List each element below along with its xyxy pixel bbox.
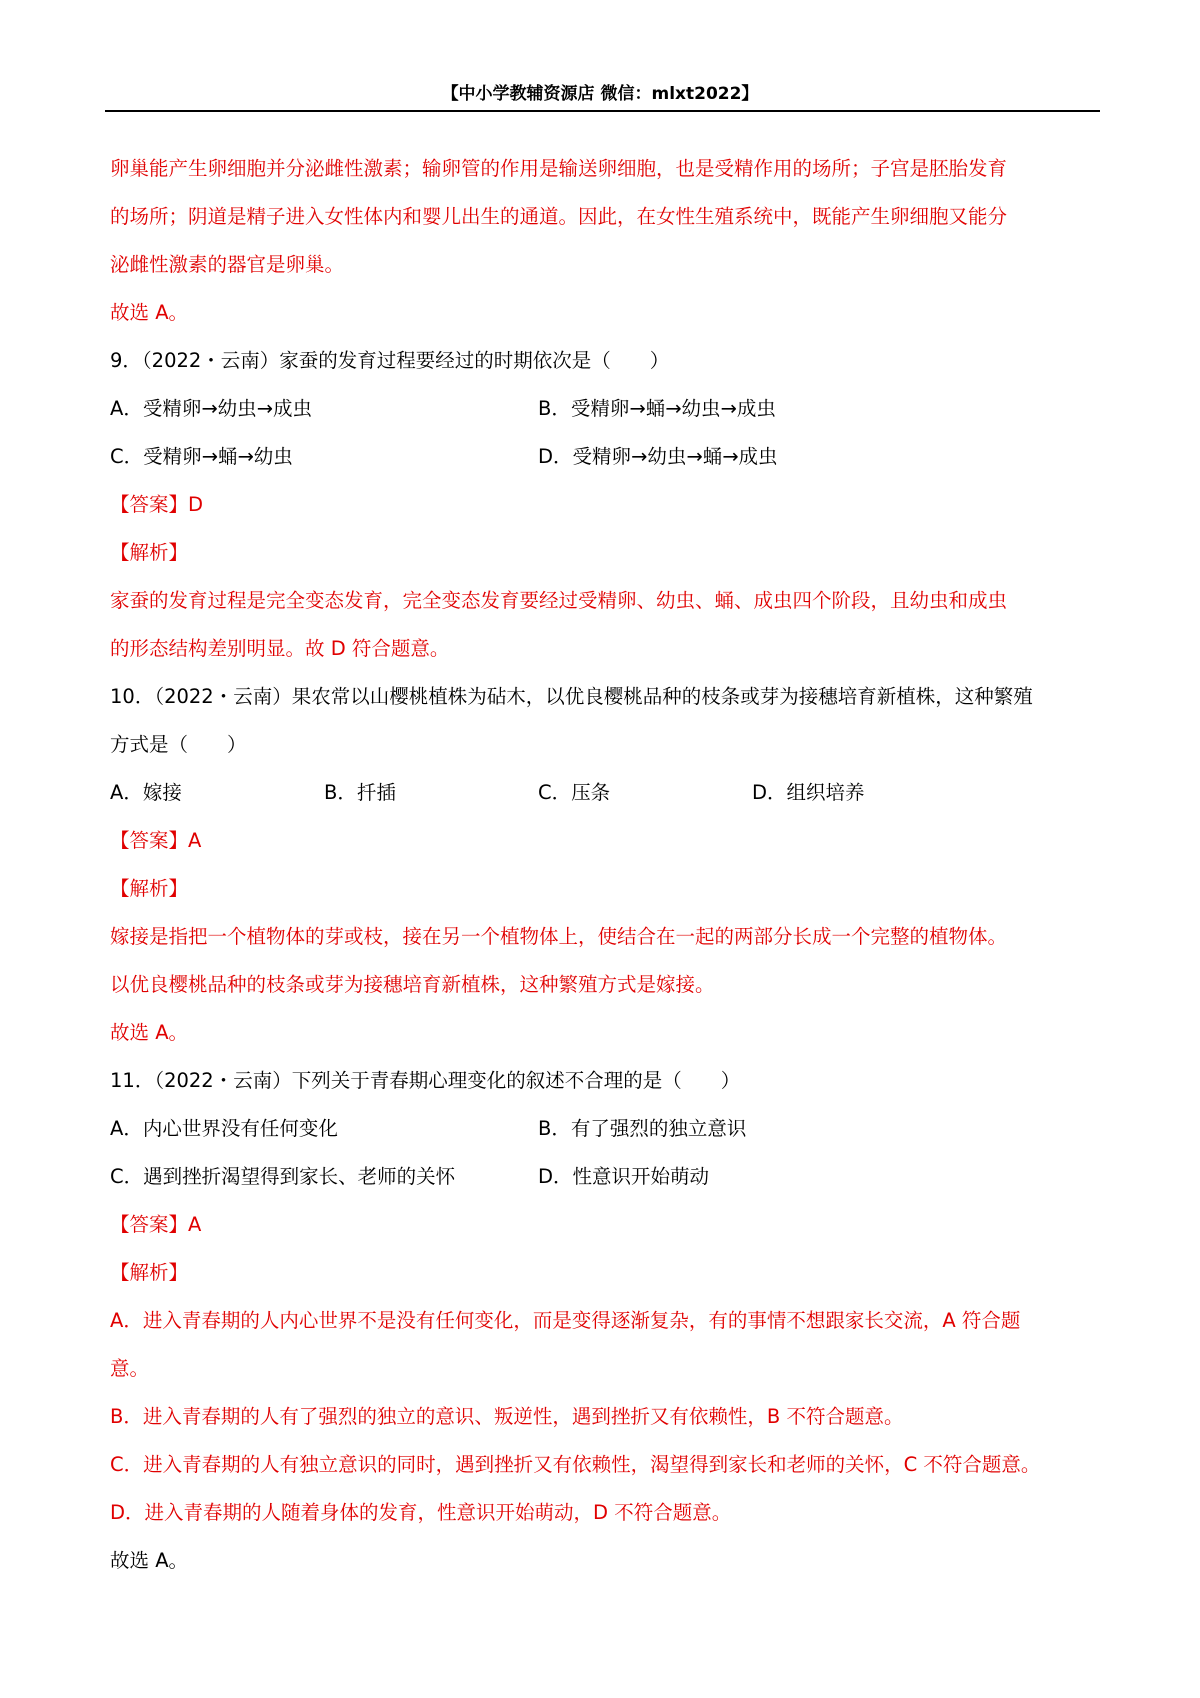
q10-answer: 【答案】A — [110, 829, 202, 852]
q11-explanation-line: B．进入青春期的人有了强烈的独立的意识、叛逆性，遇到挫折又有依赖性，B 不符合题意。 — [110, 1405, 904, 1428]
q11-option-a: A．内心世界没有任何变化 — [110, 1117, 338, 1140]
q10-analysis-label: 【解析】 — [110, 877, 189, 900]
document-body — [110, 145, 1100, 1585]
q10-option-c: C．压条 — [538, 781, 611, 804]
q11-explanation-line: C．进入青春期的人有独立意识的同时，遇到挫折又有依赖性，渴望得到家长和老师的关怀，C 不符合题意。 — [110, 1453, 1041, 1476]
q11-explanation-line: D．进入青春期的人随着身体的发育，性意识开始萌动，D 不符合题意。 — [110, 1501, 732, 1524]
q9-options-row-2 — [110, 433, 1100, 481]
q11-stem: 11．（2022・云南）下列关于青春期心理变化的叙述不合理的是（ ） — [110, 1069, 741, 1092]
q9-option-a: A．受精卵→幼虫→成虫 — [110, 397, 313, 420]
q9-explanation-line: 的形态结构差别明显。故 D 符合题意。 — [110, 637, 450, 660]
q11-conclusion: 故选 A。 — [110, 1549, 189, 1572]
q10-options-row — [110, 769, 1100, 817]
q8-explanation-line: 的场所；阴道是精子进入女性体内和婴儿出生的通道。因此，在女性生殖系统中，既能产生卵细胞又能分 — [110, 205, 1008, 228]
q11-analysis-label: 【解析】 — [110, 1261, 189, 1284]
q10-conclusion: 故选 A。 — [110, 1021, 189, 1044]
q11-option-d: D．性意识开始萌动 — [538, 1165, 710, 1188]
header-divider — [105, 110, 1100, 112]
q9-option-b: B．受精卵→蛹→幼虫→成虫 — [538, 397, 776, 420]
q9-answer: 【答案】D — [110, 493, 204, 516]
q11-options-row-1 — [110, 1105, 1100, 1153]
q11-options-row-2 — [110, 1153, 1100, 1201]
q9-option-d: D．受精卵→幼虫→蛹→成虫 — [538, 445, 778, 468]
q9-options-row-1 — [110, 385, 1100, 433]
q11-option-c: C．遇到挫折渴望得到家长、老师的关怀 — [110, 1165, 456, 1188]
q11-answer: 【答案】A — [110, 1213, 202, 1236]
q9-option-c: C．受精卵→蛹→幼虫 — [110, 445, 293, 468]
q8-explanation-line: 卵巢能产生卵细胞并分泌雌性激素；输卵管的作用是输送卵细胞，也是受精作用的场所；子宫是胚胎发育 — [110, 157, 1008, 180]
q10-explanation-line: 嫁接是指把一个植物体的芽或枝，接在另一个植物体上，使结合在一起的两部分长成一个完整的植物体。 — [110, 925, 1008, 948]
q10-stem-line: 10．（2022・云南）果农常以山樱桃植株为砧木，以优良樱桃品种的枝条或芽为接穗培育新植株，这种繁殖 — [110, 685, 1033, 708]
q8-explanation-line: 泌雌性激素的器官是卵巢。 — [110, 253, 345, 276]
q10-option-d: D．组织培养 — [752, 781, 865, 804]
page-header: 【中小学教辅资源店 微信：mlxt2022】 — [441, 84, 759, 104]
q11-explanation-line: A．进入青春期的人内心世界不是没有任何变化，而是变得逐渐复杂，有的事情不想跟家长交流，A 符合题 — [110, 1309, 1021, 1332]
q9-analysis-label: 【解析】 — [110, 541, 189, 564]
q10-option-b: B．扦插 — [324, 781, 396, 804]
q9-stem: 9．（2022・云南）家蚕的发育过程要经过的时期依次是（ ） — [110, 349, 670, 372]
q11-option-b: B．有了强烈的独立意识 — [538, 1117, 747, 1140]
q10-explanation-line: 以优良樱桃品种的枝条或芽为接穗培育新植株，这种繁殖方式是嫁接。 — [110, 973, 715, 996]
q9-explanation-line: 家蚕的发育过程是完全变态发育，完全变态发育要经过受精卵、幼虫、蛹、成虫四个阶段，且幼虫和成虫 — [110, 589, 1008, 612]
q8-conclusion: 故选 A。 — [110, 301, 189, 324]
q10-option-a: A．嫁接 — [110, 781, 182, 804]
q10-stem-line: 方式是（ ） — [110, 733, 247, 756]
q11-explanation-line: 意。 — [110, 1357, 150, 1380]
